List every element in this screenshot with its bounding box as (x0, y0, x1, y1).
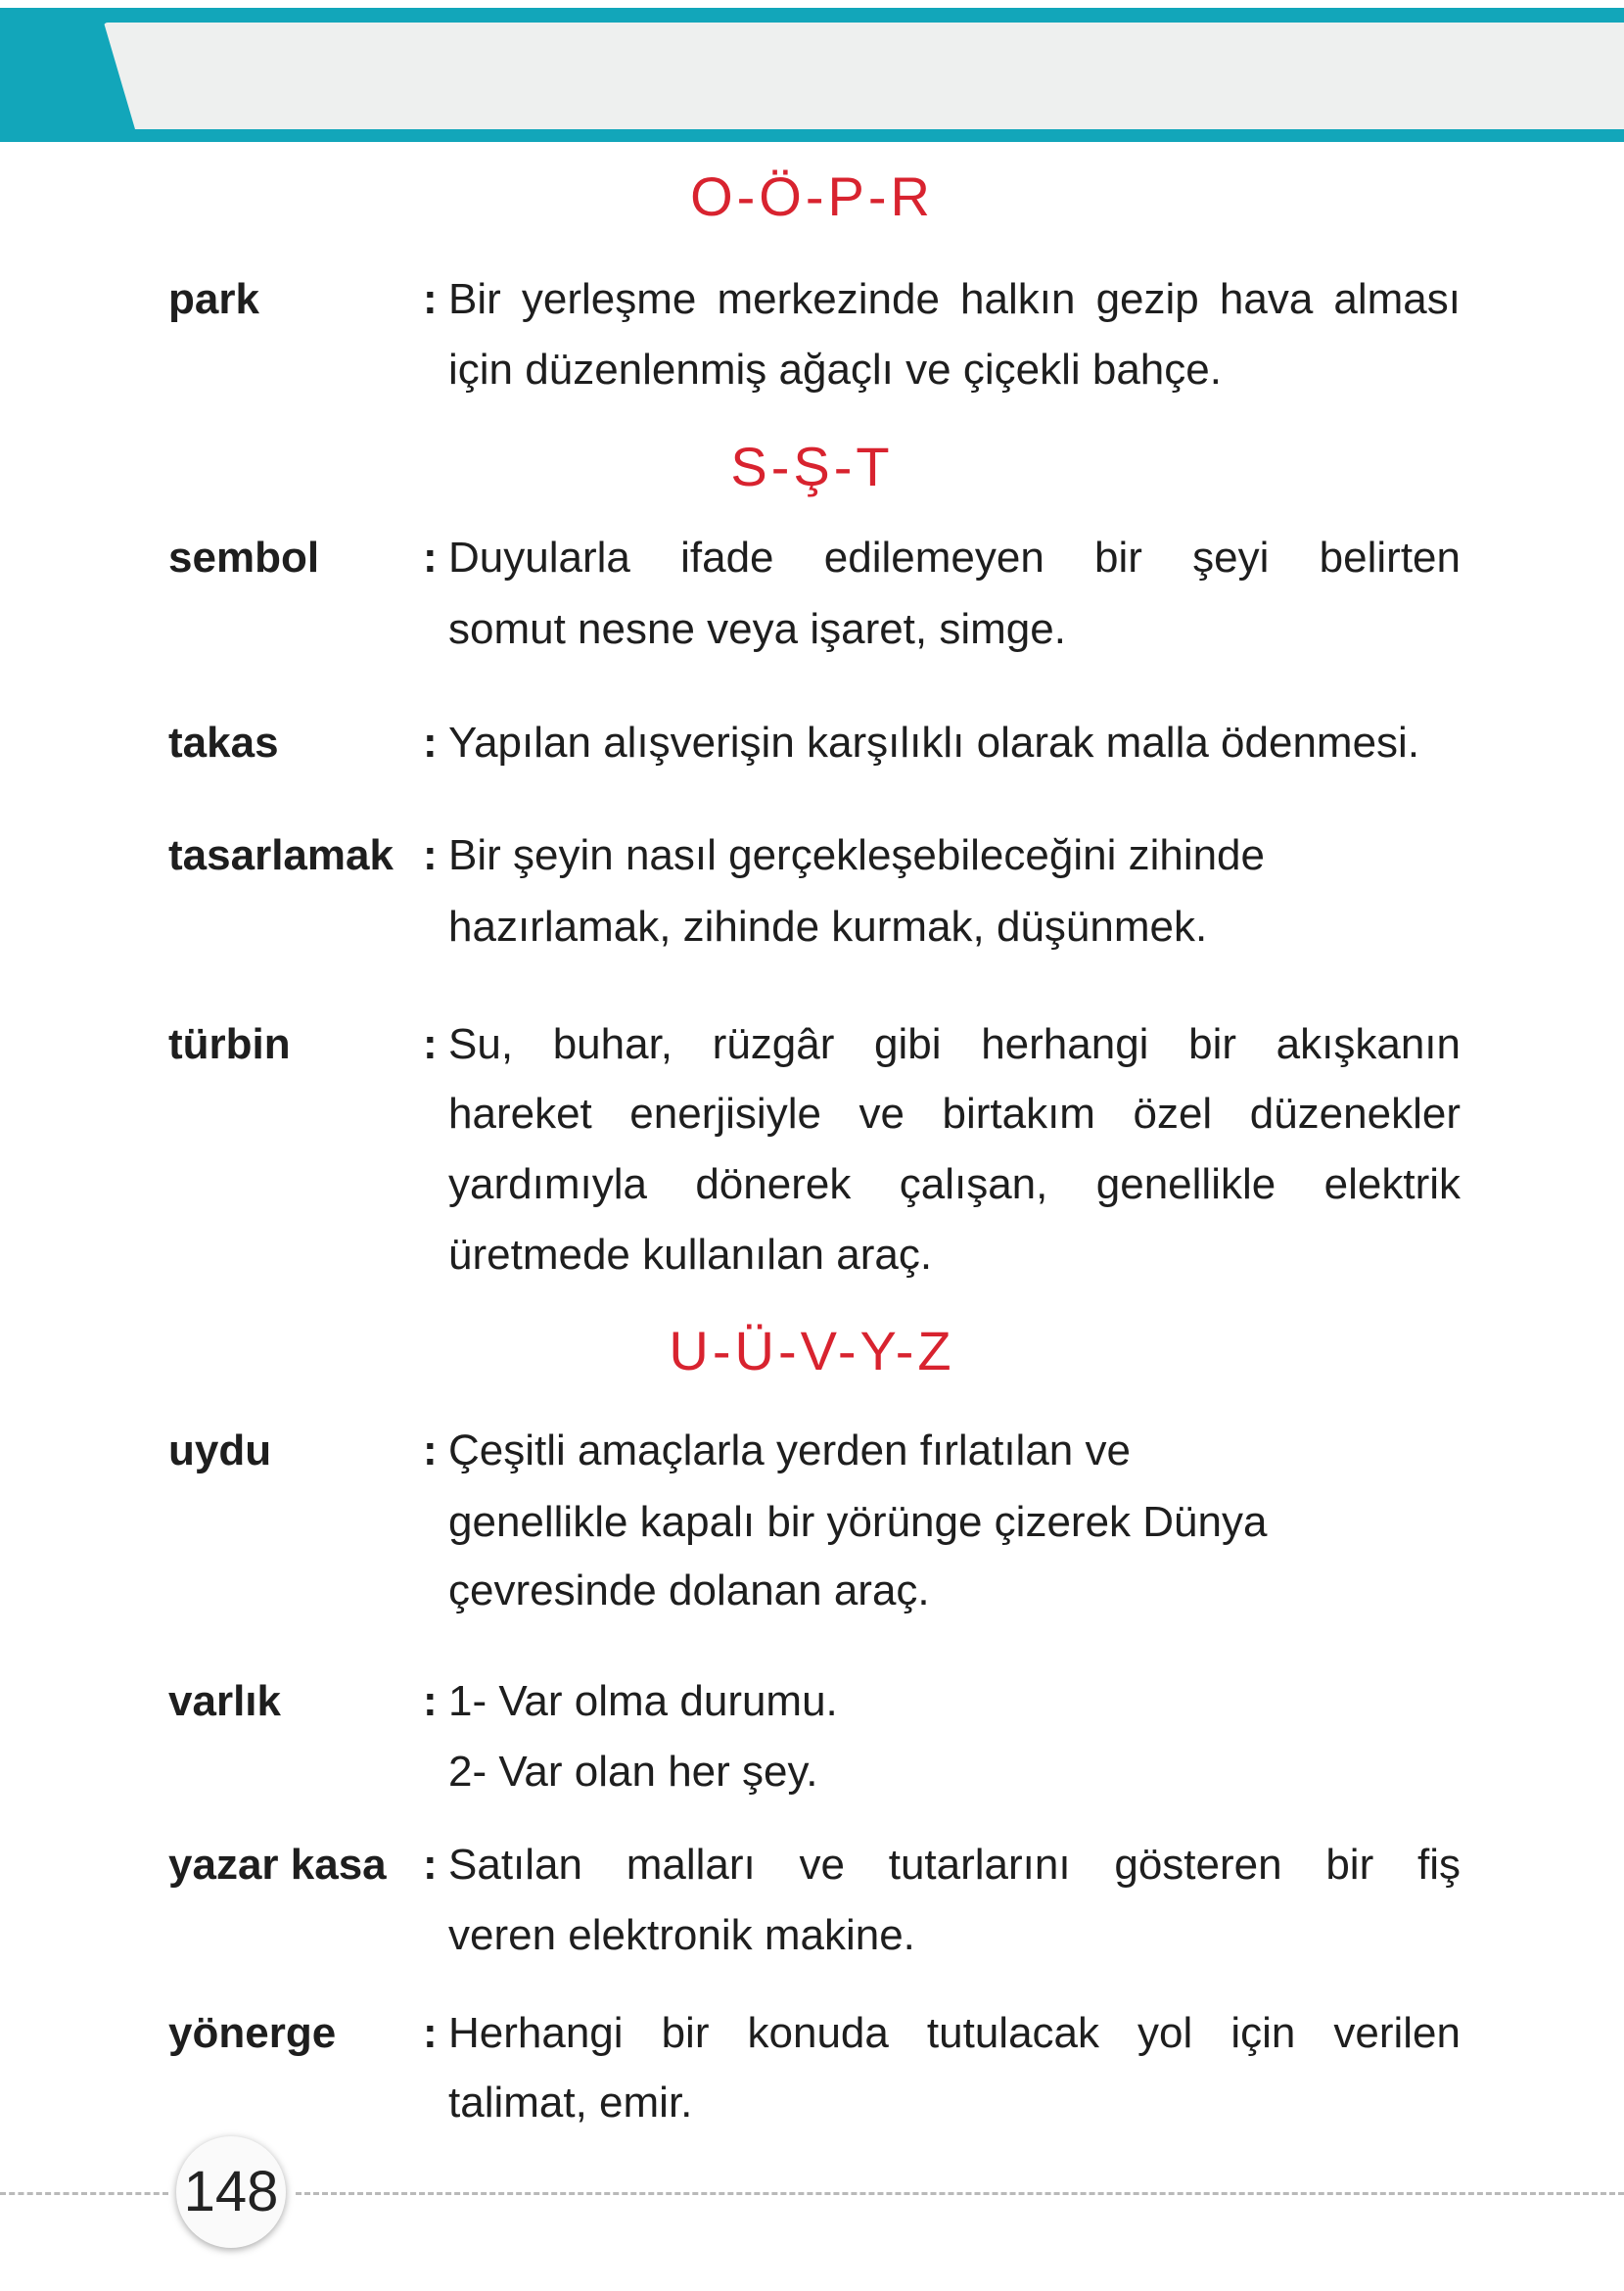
glossary-term: tasarlamak (168, 831, 394, 879)
definition-line: hazırlamak, zihinde kurmak, düşünmek. (448, 903, 1208, 951)
definition-line: talimat, emir. (448, 2079, 693, 2127)
term-colon: : (423, 1020, 438, 1068)
definition-line: veren elektronik makine. (448, 1911, 915, 1959)
glossary-term: yazar kasa (168, 1841, 387, 1889)
definition-line: Yapılan alışverişin karşılıklı olarak malla ödenmesi. (448, 719, 1420, 767)
glossary-term: varlık (168, 1677, 281, 1725)
footer-divider-right (296, 2192, 1624, 2195)
term-colon: : (423, 534, 438, 582)
term-colon: : (423, 1426, 438, 1474)
glossary-term: takas (168, 719, 279, 767)
section-heading: S-Ş-T (730, 436, 894, 497)
term-colon: : (423, 1677, 438, 1725)
term-colon: : (423, 719, 438, 767)
header-title-box (104, 23, 1624, 129)
definition-line: yardımıyla dönerek çalışan, genellikle elektrik (448, 1160, 1461, 1208)
definition-line: Bir şeyin nasıl gerçekleşebileceğini zihinde (448, 831, 1266, 879)
glossary-term: park (168, 275, 259, 323)
definition-line: genellikle kapalı bir yörünge çizerek Dünya (448, 1498, 1268, 1546)
glossary-term: yönerge (168, 2009, 337, 2057)
glossary-term: uydu (168, 1426, 272, 1474)
definition-line: 2- Var olan her şey. (448, 1748, 818, 1796)
glossary-term: sembol (168, 534, 320, 582)
definition-line: Çeşitli amaçlarla yerden fırlatılan ve (448, 1426, 1131, 1474)
definition-line: hareket enerjisiyle ve birtakım özel düzenekler (448, 1090, 1461, 1138)
term-colon: : (423, 831, 438, 879)
footer-divider-left (0, 2192, 168, 2195)
term-colon: : (423, 2009, 438, 2057)
section-heading: O-Ö-P-R (690, 165, 934, 227)
definition-line: çevresinde dolanan araç. (448, 1566, 930, 1614)
definition-line: Bir yerleşme merkezinde halkın gezip hava alması (448, 275, 1461, 323)
definition-line: Duyularla ifade edilemeyen bir şeyi belirten (448, 534, 1461, 582)
page-number: 148 (176, 2136, 286, 2248)
section-heading: U-Ü-V-Y-Z (669, 1320, 955, 1381)
definition-line: üretmede kullanılan araç. (448, 1231, 933, 1279)
definition-line: somut nesne veya işaret, simge. (448, 605, 1066, 653)
glossary-term: türbin (168, 1020, 291, 1068)
definition-line: 1- Var olma durumu. (448, 1677, 838, 1725)
definition-line: Su, buhar, rüzgâr gibi herhangi bir akışkanın (448, 1020, 1461, 1068)
term-colon: : (423, 1841, 438, 1889)
definition-line: Satılan malları ve tutarlarını gösteren bir fiş (448, 1841, 1461, 1889)
term-colon: : (423, 275, 438, 323)
definition-line: için düzenlenmiş ağaçlı ve çiçekli bahçe. (448, 346, 1222, 394)
definition-line: Herhangi bir konuda tutulacak yol için verilen (448, 2009, 1461, 2057)
